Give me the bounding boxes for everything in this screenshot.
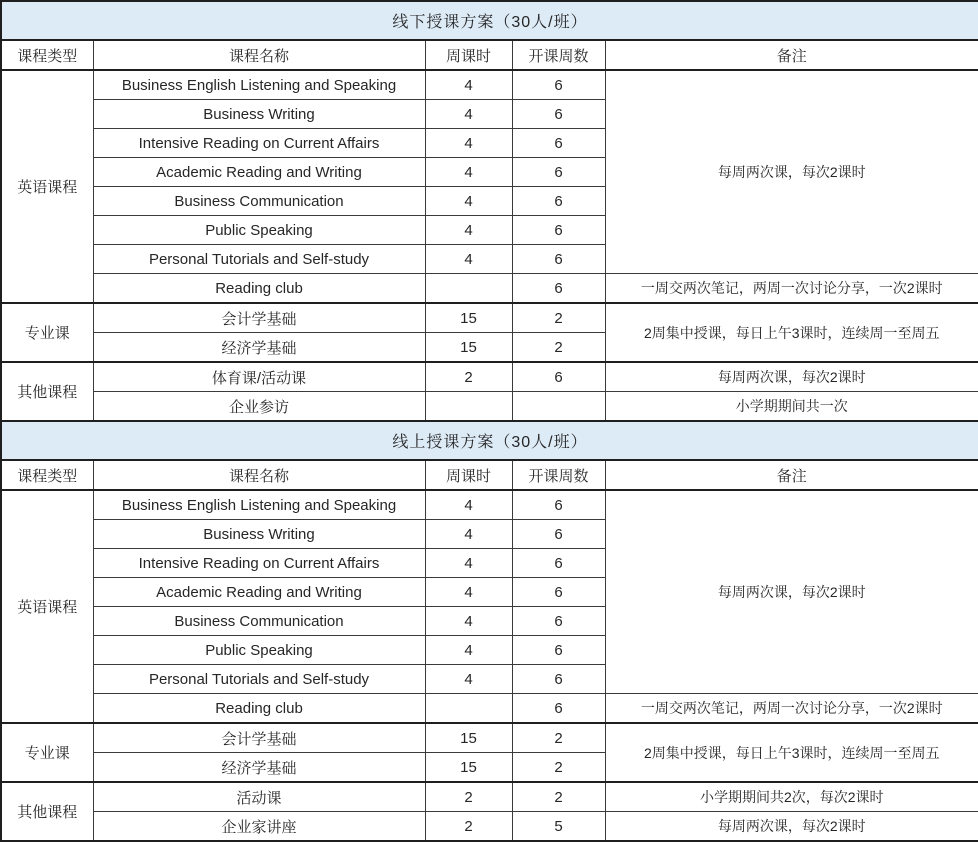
cell-weeks: 6 [512,607,605,636]
cell-weekly-hours: 4 [425,158,512,187]
cell-course-name: 体育课/活动课 [93,362,425,392]
cell-weeks: 6 [512,362,605,392]
cell-course-type: 英语课程 [1,70,93,303]
cell-note: 一周交两次笔记，两周一次讨论分享，一次2课时 [605,694,978,724]
cell-weekly-hours: 4 [425,245,512,274]
cell-course-name: 企业家讲座 [93,812,425,842]
cell-weekly-hours: 15 [425,303,512,333]
cell-weekly-hours: 4 [425,187,512,216]
cell-weekly-hours: 4 [425,607,512,636]
cell-note: 小学期期间共2次，每次2课时 [605,782,978,812]
course-row [1,70,978,100]
course-row [1,723,978,753]
course-row [1,274,978,304]
cell-weeks: 6 [512,520,605,549]
cell-weekly-hours: 4 [425,636,512,665]
col-header-course-name: 课程名称 [93,460,425,490]
column-header-row [1,460,978,490]
cell-course-name: Intensive Reading on Current Affairs [93,129,425,158]
cell-note: 每周两次课，每次2课时 [605,490,978,694]
cell-course-name: 会计学基础 [93,303,425,333]
cell-course-type: 专业课 [1,303,93,362]
cell-course-name: 经济学基础 [93,753,425,783]
cell-note: 小学期期间共一次 [605,392,978,422]
cell-weeks: 6 [512,636,605,665]
cell-weeks: 6 [512,665,605,694]
cell-weekly-hours [425,694,512,724]
cell-course-type: 英语课程 [1,490,93,723]
cell-weekly-hours [425,274,512,304]
cell-weeks: 6 [512,490,605,520]
cell-weeks: 2 [512,723,605,753]
course-row [1,392,978,422]
cell-weeks: 6 [512,187,605,216]
cell-weekly-hours: 15 [425,333,512,363]
cell-weeks: 2 [512,333,605,363]
cell-weeks: 6 [512,100,605,129]
column-header-row [1,40,978,70]
cell-weekly-hours: 4 [425,549,512,578]
cell-weeks: 6 [512,70,605,100]
cell-weekly-hours: 4 [425,100,512,129]
cell-course-name: 经济学基础 [93,333,425,363]
cell-course-name: Personal Tutorials and Self-study [93,665,425,694]
cell-weekly-hours: 4 [425,70,512,100]
cell-weekly-hours: 2 [425,362,512,392]
cell-weekly-hours: 4 [425,490,512,520]
section-title-row [1,421,978,460]
cell-weeks [512,392,605,422]
col-header-weekly-hours: 周课时 [425,40,512,70]
cell-weekly-hours: 4 [425,665,512,694]
cell-weekly-hours [425,392,512,422]
cell-course-name: 活动课 [93,782,425,812]
cell-weeks: 5 [512,812,605,842]
cell-note: 2周集中授课，每日上午3课时，连续周一至周五 [605,303,978,362]
cell-course-name: Business English Listening and Speaking [93,70,425,100]
cell-weeks: 6 [512,158,605,187]
cell-note: 一周交两次笔记，两周一次讨论分享，一次2课时 [605,274,978,304]
cell-weeks: 6 [512,694,605,724]
cell-weekly-hours: 4 [425,129,512,158]
course-row [1,303,978,333]
course-row [1,362,978,392]
cell-course-name: Public Speaking [93,636,425,665]
cell-note: 每周两次课，每次2课时 [605,70,978,274]
cell-weekly-hours: 2 [425,782,512,812]
section-title: 线上授课方案（30人/班） [1,421,978,460]
course-row [1,694,978,724]
cell-course-name: Business Communication [93,187,425,216]
section-title-row [1,1,978,40]
course-row [1,782,978,812]
cell-course-name: Public Speaking [93,216,425,245]
cell-weeks: 6 [512,216,605,245]
cell-course-name: Reading club [93,274,425,304]
cell-weekly-hours: 15 [425,723,512,753]
cell-course-type: 其他课程 [1,782,93,841]
cell-weeks: 2 [512,303,605,333]
col-header-weeks: 开课周数 [512,460,605,490]
col-header-course-type: 课程类型 [1,40,93,70]
course-row [1,490,978,520]
cell-weekly-hours: 15 [425,753,512,783]
online-plan-table [0,420,978,842]
cell-course-name: Academic Reading and Writing [93,578,425,607]
col-header-notes: 备注 [605,40,978,70]
cell-course-type: 专业课 [1,723,93,782]
cell-weeks: 6 [512,129,605,158]
cell-weekly-hours: 4 [425,216,512,245]
cell-course-name: Business Writing [93,520,425,549]
cell-weeks: 6 [512,578,605,607]
cell-course-type: 其他课程 [1,362,93,421]
cell-course-name: 会计学基础 [93,723,425,753]
cell-weeks: 6 [512,274,605,304]
cell-weekly-hours: 2 [425,812,512,842]
cell-course-name: 企业参访 [93,392,425,422]
cell-course-name: Academic Reading and Writing [93,158,425,187]
cell-weekly-hours: 4 [425,578,512,607]
cell-course-name: Intensive Reading on Current Affairs [93,549,425,578]
col-header-notes: 备注 [605,460,978,490]
section-title: 线下授课方案（30人/班） [1,1,978,40]
cell-course-name: Business English Listening and Speaking [93,490,425,520]
course-row [1,812,978,842]
col-header-course-name: 课程名称 [93,40,425,70]
cell-note: 每周两次课，每次2课时 [605,812,978,842]
cell-note: 每周两次课，每次2课时 [605,362,978,392]
cell-course-name: Personal Tutorials and Self-study [93,245,425,274]
col-header-course-type: 课程类型 [1,460,93,490]
cell-weekly-hours: 4 [425,520,512,549]
cell-weeks: 2 [512,782,605,812]
cell-weeks: 6 [512,549,605,578]
cell-weeks: 6 [512,245,605,274]
cell-course-name: Business Communication [93,607,425,636]
cell-weeks: 2 [512,753,605,783]
col-header-weeks: 开课周数 [512,40,605,70]
cell-note: 2周集中授课，每日上午3课时，连续周一至周五 [605,723,978,782]
col-header-weekly-hours: 周课时 [425,460,512,490]
cell-course-name: Reading club [93,694,425,724]
cell-course-name: Business Writing [93,100,425,129]
